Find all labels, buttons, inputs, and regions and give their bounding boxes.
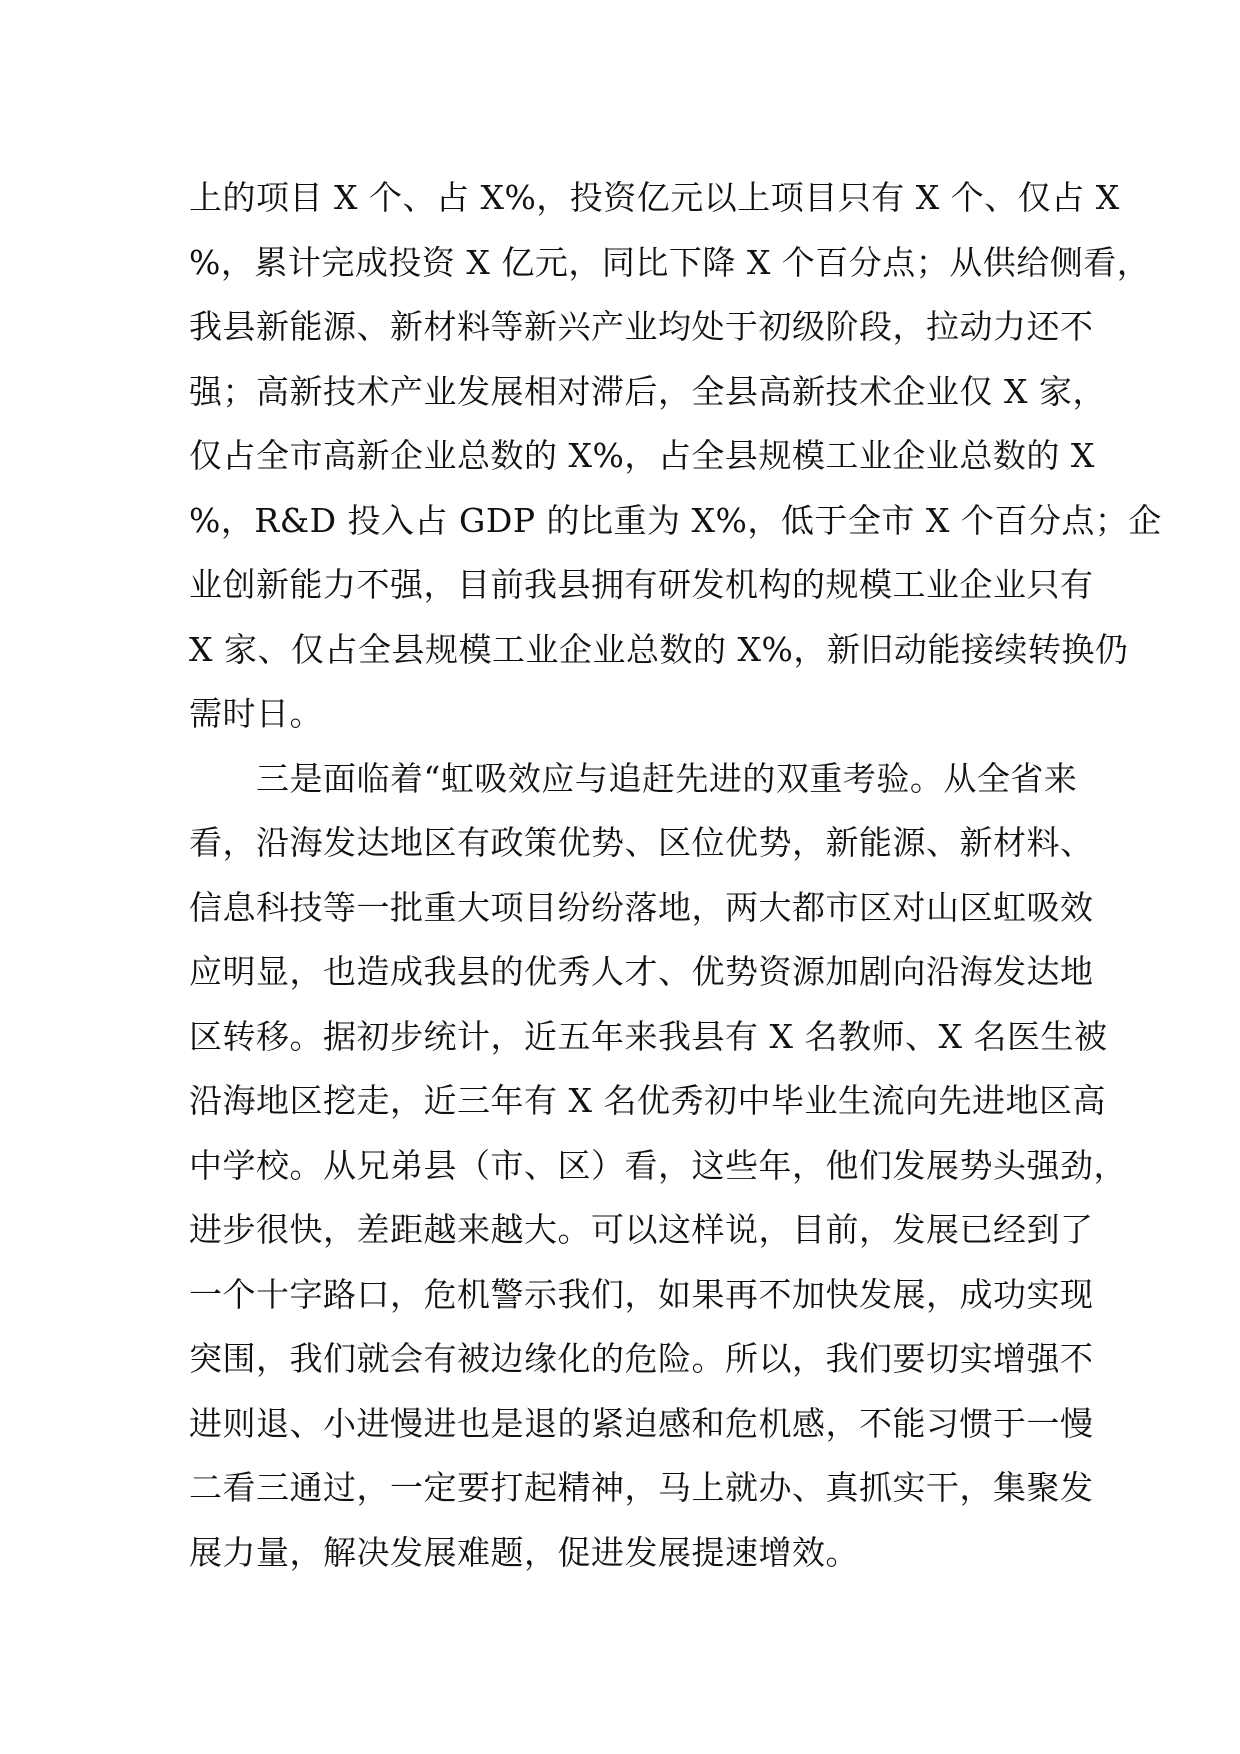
text-line: %，累计完成投资 X 亿元，同比下降 X 个百分点；从供给侧看，: [189, 242, 1151, 282]
text-line: 仅占全市高新企业总数的 X%，占全县规模工业企业总数的 X: [189, 436, 1095, 475]
text-line: 强；高新技术产业发展相对滞后，全县高新技术企业仅 X 家，: [189, 371, 1106, 411]
text-line: 区转移。据初步统计，近五年来我县有 X 名教师、X 名医生被: [189, 1016, 1108, 1056]
text-line: 中学校。从兄弟县（市、区）看，这些年，他们发展势头强劲，: [189, 1145, 1127, 1185]
text-line: 展力量，解决发展难题，促进发展提速增效。: [189, 1532, 859, 1572]
text-line: X 家、仅占全县规模工业企业总数的 X%，新旧动能接续转换仍: [189, 629, 1129, 669]
text-line: 三是面临着“虹吸效应与追赶先进的双重考验。从全省来: [189, 758, 1078, 798]
text-line: 进则退、小进慢进也是退的紧迫感和危机感，不能习惯于一慢: [189, 1403, 1094, 1443]
text-line: 突围，我们就会有被边缘化的危险。所以，我们要切实增强不: [189, 1339, 1094, 1378]
text-line: 上的项目 X 个、占 X%，投资亿元以上项目只有 X 个、仅占 X: [189, 178, 1120, 217]
text-line: 应明显，也造成我县的优秀人才、优势资源加剧向沿海发达地: [189, 952, 1094, 991]
text-line: %，R&D 投入占 GDP 的比重为 X%，低于全市 X 个百分点；企: [189, 500, 1162, 540]
text-line: 二看三通过，一定要打起精神，马上就办、真抓实干，集聚发: [189, 1468, 1094, 1507]
text-line: 信息科技等一批重大项目纷纷落地，两大都市区对山区虹吸效: [189, 887, 1094, 927]
body-text: [189, 166, 1162, 1585]
text-line: 我县新能源、新材料等新兴产业均处于初级阶段，拉动力还不: [189, 307, 1094, 346]
text-line: 看，沿海发达地区有政策优势、区位优势，新能源、新材料、: [189, 823, 1094, 862]
text-line: 进步很快，差距越来越大。可以这样说，目前，发展已经到了: [189, 1210, 1094, 1249]
text-line: 一个十字路口，危机警示我们，如果再不加快发展，成功实现: [189, 1274, 1094, 1314]
text-line: 需时日。: [189, 694, 323, 733]
text-line: 业创新能力不强，目前我县拥有研发机构的规模工业企业只有: [189, 565, 1094, 604]
text-line: 沿海地区挖走，近三年有 X 名优秀初中毕业生流向先进地区高: [189, 1081, 1106, 1120]
